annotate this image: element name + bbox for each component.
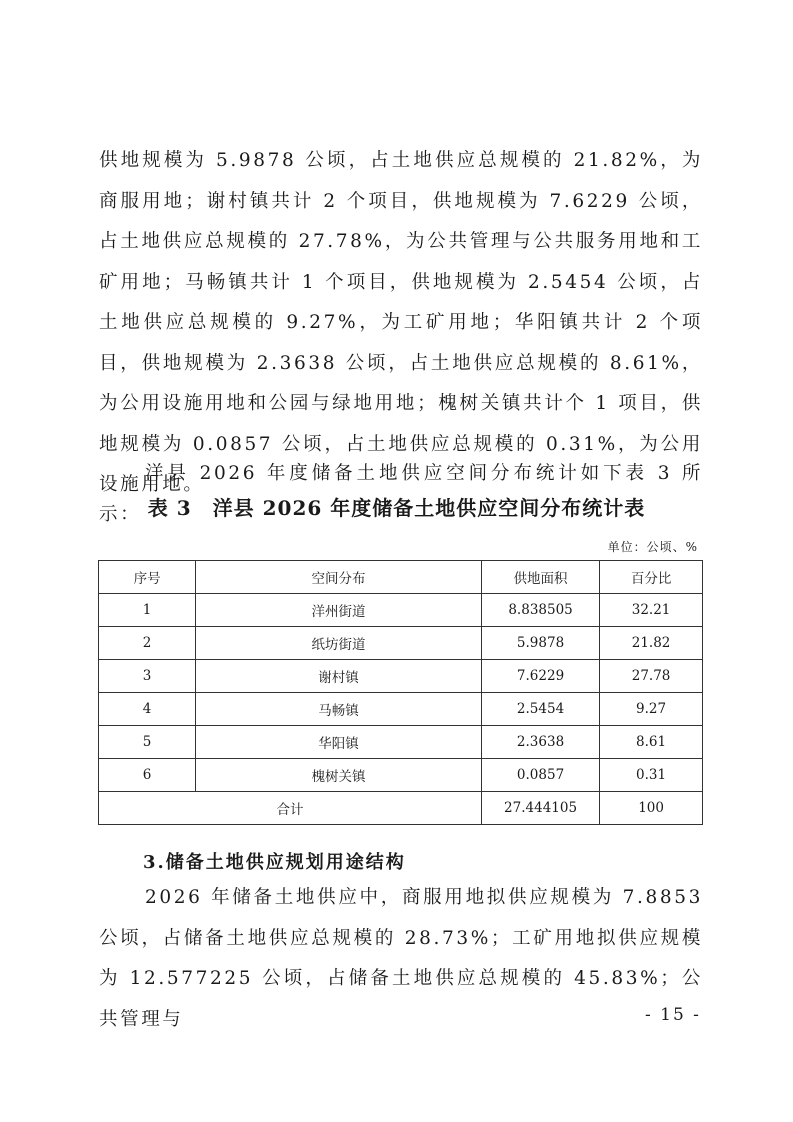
table-row bbox=[99, 594, 703, 627]
header-percent: 百分比 bbox=[600, 561, 703, 594]
cell-percent: 27.78 bbox=[600, 660, 703, 693]
cell-index: 4 bbox=[99, 693, 196, 726]
cell-area: 2.5454 bbox=[481, 693, 599, 726]
cell-percent: 9.27 bbox=[600, 693, 703, 726]
header-index: 序号 bbox=[99, 561, 196, 594]
table-row bbox=[99, 726, 703, 759]
body-paragraph-3: 2026 年储备土地供应中，商服用地拟供应规模为 7.8853 公顷，占储备土地供应总规模的 28.73%；工矿用地拟供应规模为 12.577225 公顷，占储备土地供应总规模的 45.83%；公共管理与 bbox=[99, 887, 703, 1030]
body-paragraph-1: 供地规模为 5.9878 公顷，占土地供应总规模的 21.82%，为商服用地；谢村镇共计 2 个项目，供地规模为 7.6229 公顷，占土地供应总规模的 27.78%，为公共管理与公共服务用地和工矿用地；马畅镇共计 1 个项目，供地规模为 2.5454 公顷，占土地供应总规模的 9.27%，为工矿用地；华阳镇共计 2 个项目，供地规模为 2.3638 公顷，占土地供应总规模的 8.61%，为公用设施用地和公园与绿地用地；槐树关镇共计个 1 项目，供地规模为 0.0857 公顷，占土地供应总规模的 0.31%，为公用设施用地。 bbox=[99, 150, 703, 495]
table-row bbox=[99, 627, 703, 660]
table-row bbox=[99, 759, 703, 792]
header-area: 供地面积 bbox=[481, 561, 599, 594]
cell-district: 纸坊街道 bbox=[196, 627, 482, 660]
cell-district: 华阳镇 bbox=[196, 726, 482, 759]
cell-index: 1 bbox=[99, 594, 196, 627]
header-district: 空间分布 bbox=[196, 561, 482, 594]
statistics-table bbox=[98, 560, 703, 825]
total-label: 合计 bbox=[99, 792, 482, 825]
cell-area: 7.6229 bbox=[481, 660, 599, 693]
cell-district: 槐树关镇 bbox=[196, 759, 482, 792]
cell-area: 8.838505 bbox=[481, 594, 599, 627]
table-row bbox=[99, 660, 703, 693]
section-heading: 3.储备土地供应规划用途结构 bbox=[143, 852, 406, 873]
cell-index: 6 bbox=[99, 759, 196, 792]
cell-percent: 8.61 bbox=[600, 726, 703, 759]
cell-percent: 21.82 bbox=[600, 627, 703, 660]
page-number: - 15 - bbox=[645, 1005, 701, 1025]
cell-area: 0.0857 bbox=[481, 759, 599, 792]
cell-index: 2 bbox=[99, 627, 196, 660]
table-row bbox=[99, 693, 703, 726]
cell-district: 谢村镇 bbox=[196, 660, 482, 693]
cell-index: 3 bbox=[99, 660, 196, 693]
cell-area: 2.3638 bbox=[481, 726, 599, 759]
table-total-row bbox=[99, 792, 703, 825]
cell-area: 5.9878 bbox=[481, 627, 599, 660]
table-header-row bbox=[99, 561, 703, 594]
total-area: 27.444105 bbox=[481, 792, 599, 825]
cell-index: 5 bbox=[99, 726, 196, 759]
table-title: 表 3 洋县 2026 年度储备土地供应空间分布统计表 bbox=[147, 496, 646, 520]
cell-district: 洋州街道 bbox=[196, 594, 482, 627]
cell-percent: 0.31 bbox=[600, 759, 703, 792]
cell-district: 马畅镇 bbox=[196, 693, 482, 726]
total-percent: 100 bbox=[600, 792, 703, 825]
cell-percent: 32.21 bbox=[600, 594, 703, 627]
table-unit: 单位：公顷、% bbox=[607, 540, 698, 554]
body-paragraph-2: 洋县 2026 年度储备土地供应空间分布统计如下表 3 所示： bbox=[99, 463, 703, 525]
